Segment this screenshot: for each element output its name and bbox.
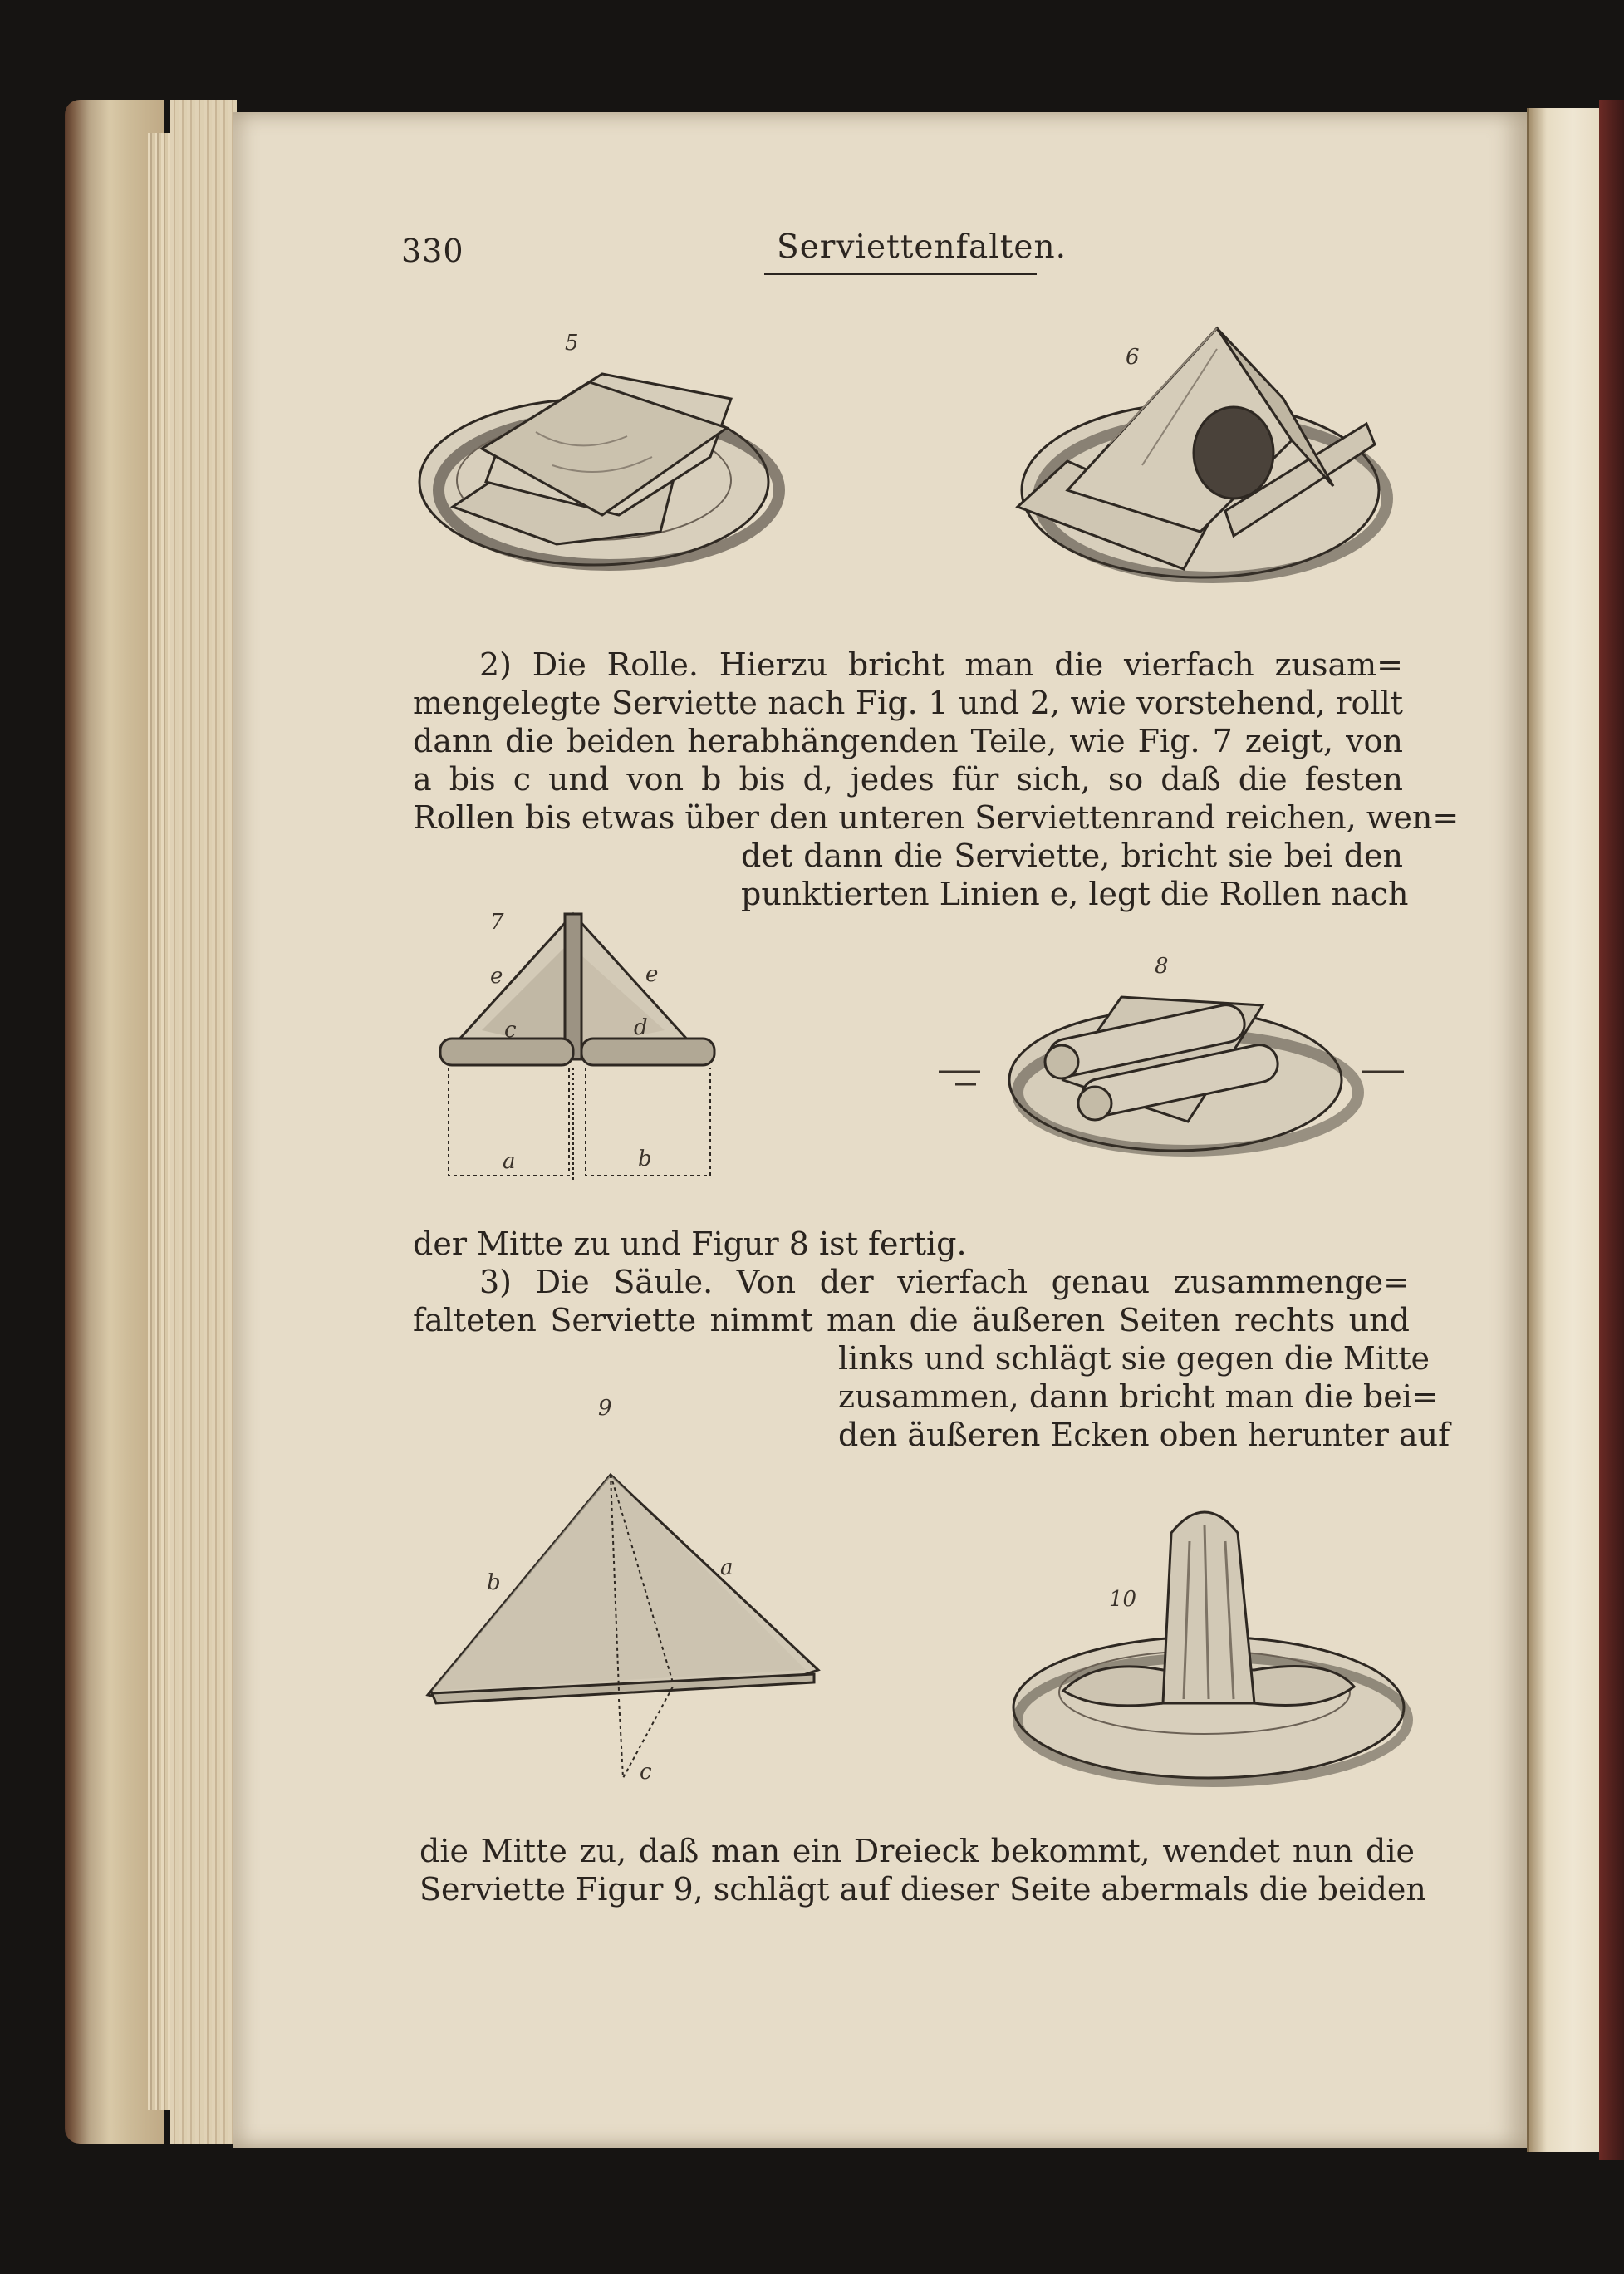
- figure-8-number: 8: [1155, 954, 1169, 979]
- running-head: Serviettenfalten.: [777, 228, 1067, 266]
- text-line: die Mitte zu, daß man ein Dreieck bekommt, wendet nun die: [419, 1833, 1415, 1869]
- text-line: Rollen bis etwas über den unteren Serviettenrand reichen, wen=: [413, 799, 1460, 836]
- figure-9-triangle-napkin: [424, 1471, 822, 1786]
- text-line: a bis c und von b bis d, jedes für sich, so daß die festen: [413, 761, 1403, 798]
- page-edges: [170, 100, 237, 2144]
- text-line: falteten Serviette nimmt man die äußeren Seiten rechts und: [413, 1302, 1410, 1338]
- text-line: 3) Die Säule. Von der vierfach genau zusammenge=: [479, 1264, 1410, 1300]
- paragraph-conclusion-figur-8: der Mitte zu und Figur 8 ist fertig.: [413, 1225, 967, 1262]
- text-line: punktierten Linien e, legt die Rollen nach: [741, 876, 1409, 912]
- figure-7-label-c: c: [504, 1018, 517, 1043]
- text-line: den äußeren Ecken oben herunter auf: [838, 1417, 1450, 1453]
- figure-9-label-b: b: [487, 1570, 501, 1595]
- book-cover-left: [65, 100, 164, 2144]
- figure-10-number: 10: [1109, 1587, 1137, 1612]
- text-line: mengelegte Serviette nach Fig. 1 und 2, wie vorstehend, rollt: [413, 685, 1403, 721]
- text-line: dann die beiden herabhängenden Teile, wie Fig. 7 zeigt, von: [413, 723, 1403, 759]
- text-line: Serviette Figur 9, schlägt auf dieser Seite abermals die beiden: [419, 1871, 1426, 1908]
- figure-7-label-d: d: [634, 1015, 648, 1040]
- figure-9-number: 9: [598, 1396, 612, 1421]
- figure-9-label-a: a: [720, 1555, 733, 1580]
- figure-6-pyramid-napkin-plate: [1009, 320, 1391, 594]
- text-line: zusammen, dann bricht man die bei=: [838, 1378, 1439, 1415]
- text-line: 2) Die Rolle. Hierzu bricht man die vierfach zusam=: [479, 646, 1403, 683]
- figure-8-napkin-rolls-plate: [939, 989, 1404, 1163]
- book-cover-right: [1599, 100, 1624, 2160]
- paragraph-die-saeule: [413, 1263, 1450, 1454]
- page-number: 330: [401, 233, 464, 269]
- running-head-rule: [764, 273, 1037, 275]
- figure-9-label-c: c: [640, 1760, 652, 1785]
- figure-5-number: 5: [565, 331, 579, 356]
- figure-5-folded-napkin-plate: [411, 357, 793, 573]
- figure-7-label-e-right: e: [645, 962, 659, 987]
- figure-10-column-napkin-plate: [1005, 1491, 1412, 1790]
- paragraph-die-rolle: [413, 646, 1460, 913]
- text-line: det dann die Serviette, bricht sie bei den: [741, 837, 1403, 874]
- figure-7-label-e-left: e: [490, 964, 503, 989]
- text-line: links und schlägt sie gegen die Mitte: [838, 1340, 1430, 1377]
- paragraph-continuation: [419, 1832, 1426, 1908]
- figure-7-number: 7: [490, 910, 504, 935]
- figure-7-label-b: b: [638, 1147, 652, 1171]
- figure-7-rolled-napkin-diagram: [432, 906, 723, 1188]
- figure-6-number: 6: [1126, 345, 1140, 370]
- figure-7-label-a: a: [503, 1149, 516, 1174]
